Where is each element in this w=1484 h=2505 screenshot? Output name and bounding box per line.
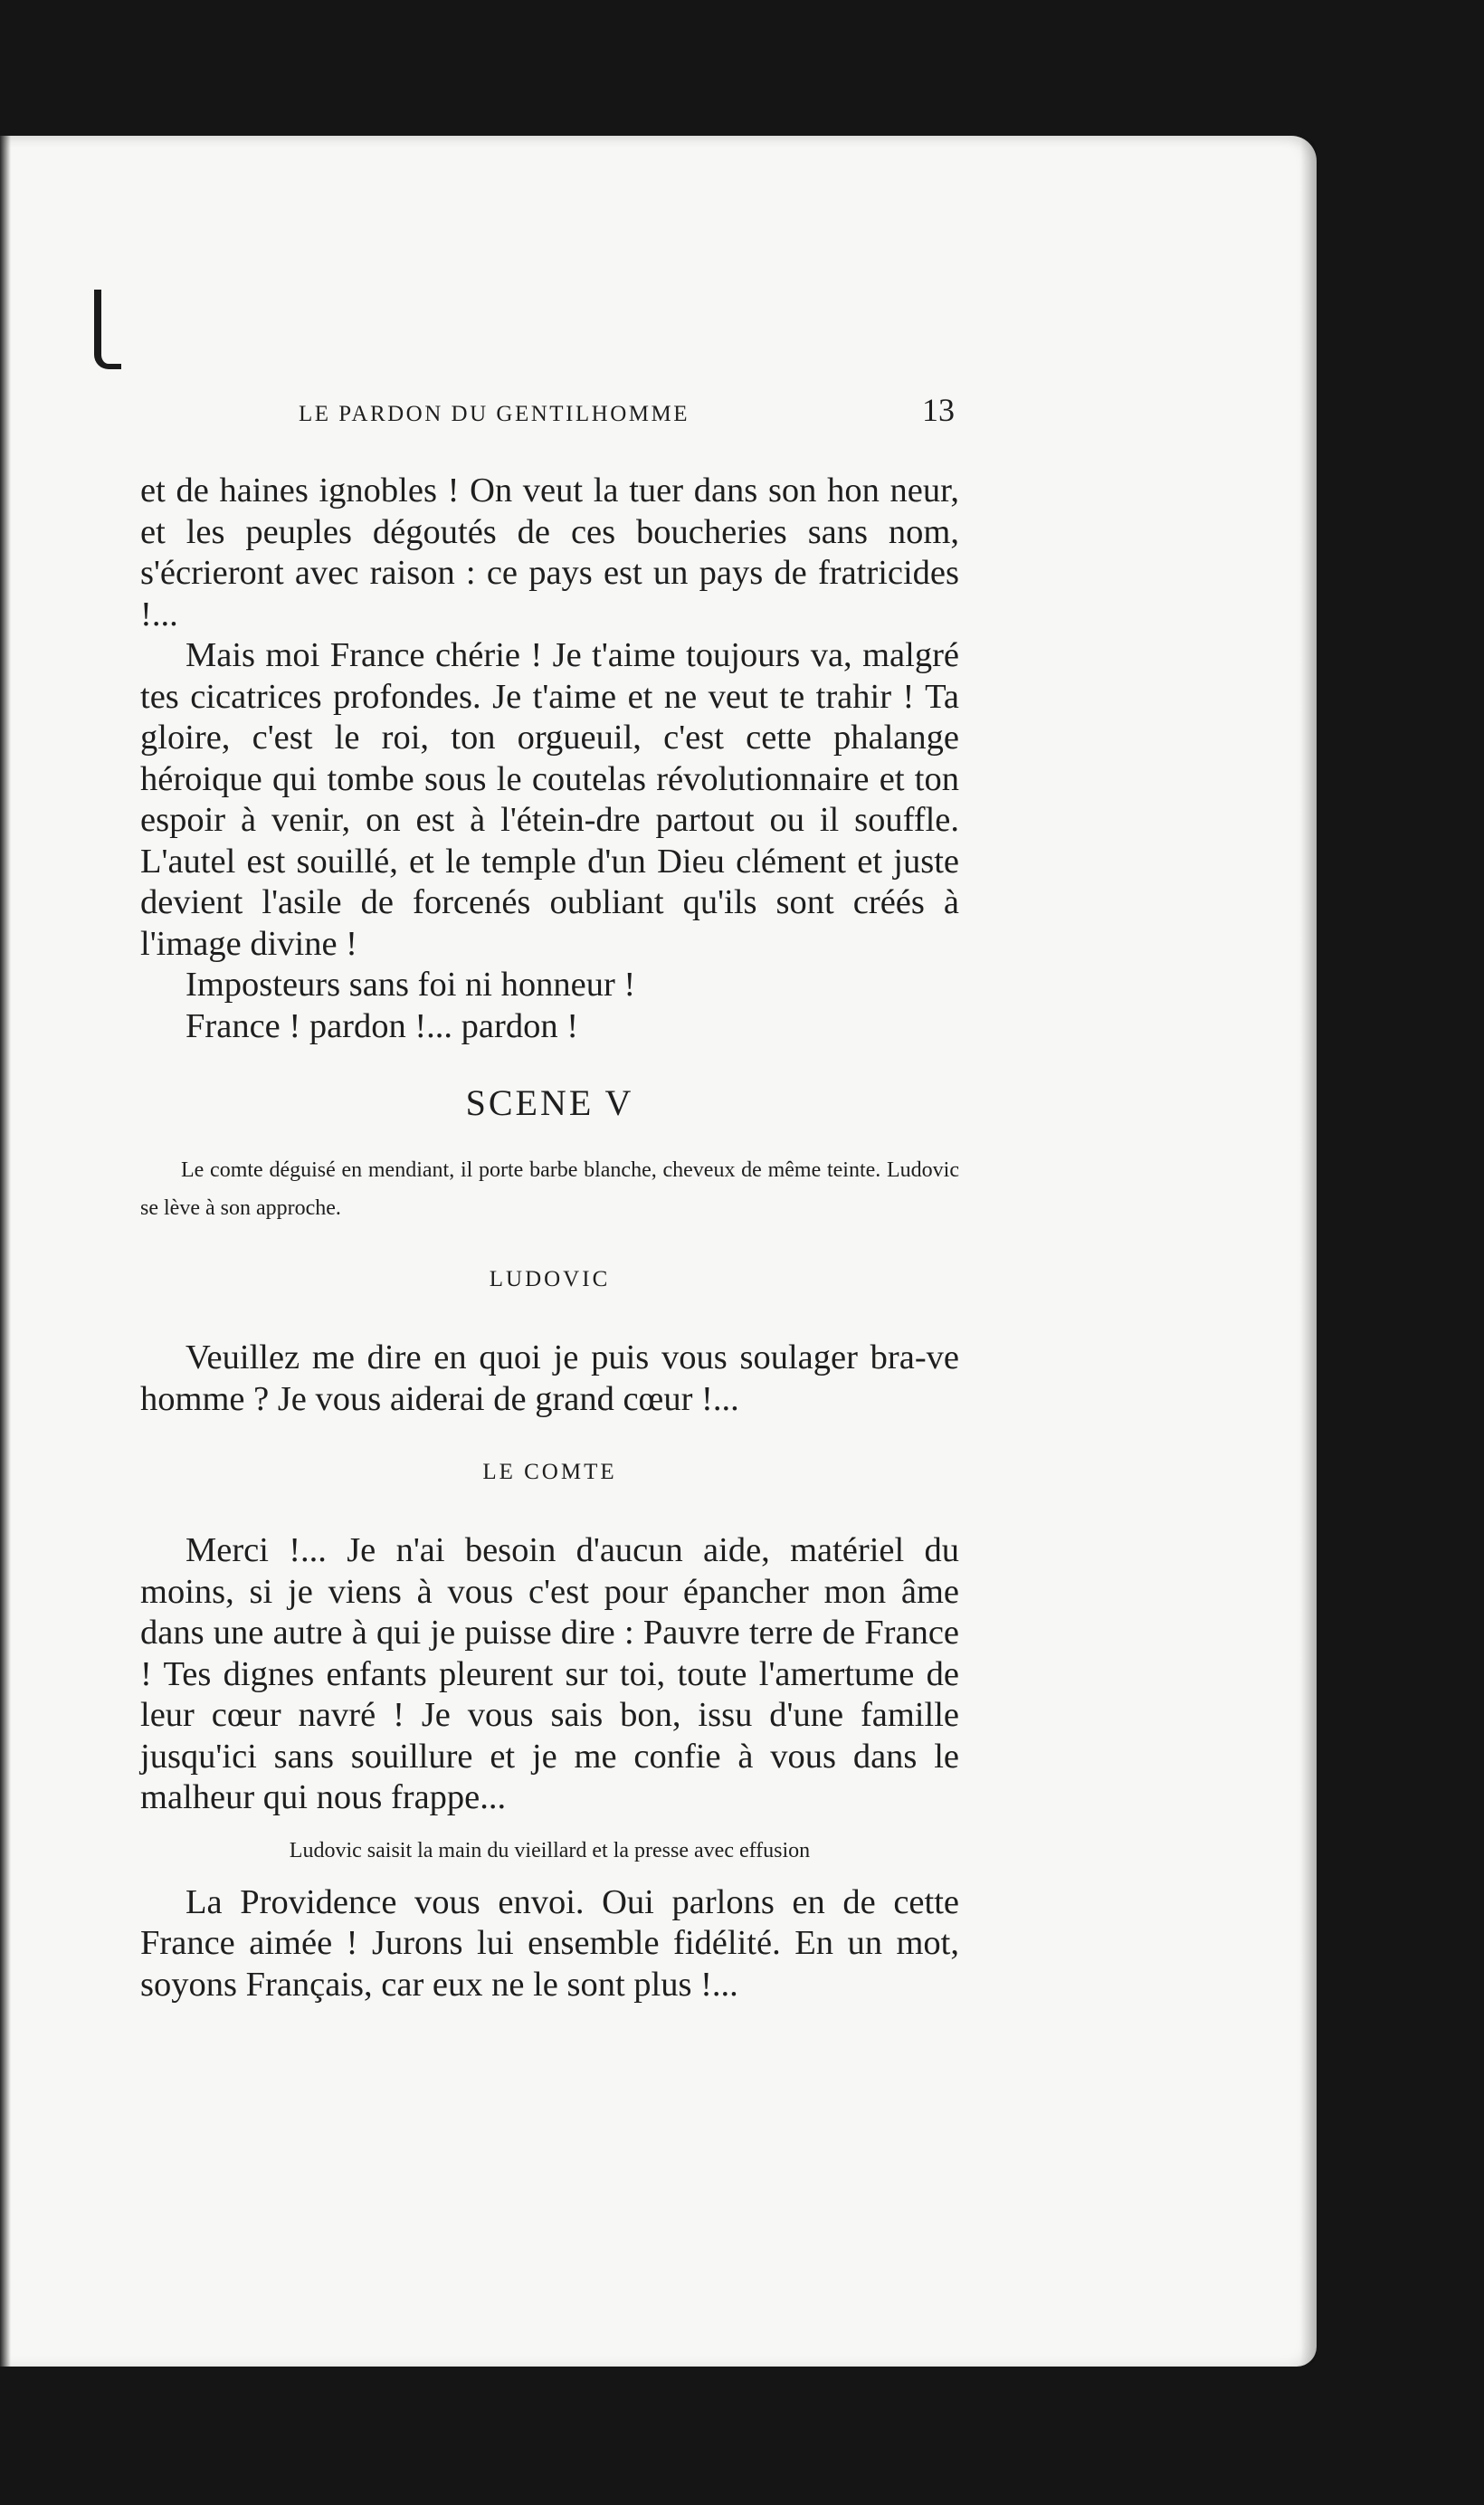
speaker-name: LUDOVIC bbox=[489, 1267, 611, 1291]
page-number: 13 bbox=[922, 392, 955, 428]
speaker-name: LE COMTE bbox=[482, 1460, 617, 1484]
paragraph: et de haines ignobles ! On veut la tuer dans son hon neur, et les peuples dégoutés de ces boucheries sans nom, s'écrieront avec raison : ce pays est un pays de fratricides !... bbox=[140, 471, 959, 633]
scene-title: SCENE V bbox=[465, 1082, 634, 1123]
page-header bbox=[299, 391, 955, 429]
paragraph: Mais moi France chérie ! Je t'aime toujours va, malgré tes cicatrices profondes. Je t'aime et ne veut te trahir ! Ta gloire, c'est le roi, ton orgueuil, c'est cette phalange héroique qui tombe sous le coutelas révolutionnaire et ton espoir à venir, on est à l'étein-dre partout ou il souffle. L'autel est souillé, et le temple d'un Dieu clément et juste devient l'asile de forcenés oubliant qu'ils sont créés à l'image divine ! bbox=[140, 636, 959, 963]
stage-direction: Le comte déguisé en mendiant, il porte barbe blanche, cheveux de même teinte. Ludovic se lève à son approche. bbox=[140, 1158, 959, 1220]
book-page bbox=[0, 136, 1317, 2367]
paragraph: Imposteurs sans foi ni honneur ! bbox=[186, 966, 636, 1004]
binding-mark bbox=[94, 290, 121, 369]
speech: Merci !... Je n'ai besoin d'aucun aide, matériel du moins, si je viens à vous c'est pour épancher mon âme dans une autre à qui je puisse dire : Pauvre terre de France ! Tes dignes enfants pleurent sur toi, toute l'amertume de leur cœur navré ! Je vous sais bon, issu d'une famille jusqu'ici sans souillure et je me confie à vous dans le malheur qui nous frappe... bbox=[140, 1531, 959, 1816]
running-title: LE PARDON DU GENTILHOMME bbox=[299, 402, 690, 426]
stage-direction: Ludovic saisit la main du vieillard et la presse avec effusion bbox=[289, 1838, 811, 1862]
paragraph: France ! pardon !... pardon ! bbox=[186, 1006, 579, 1045]
speech: La Providence vous envoi. Oui parlons en de cette France aimée ! Jurons lui ensemble fidélité. En un mot, soyons Français, car eux ne le sont plus !... bbox=[140, 1882, 959, 2004]
page-body bbox=[140, 471, 959, 2011]
page-edge-shadow bbox=[1300, 136, 1317, 2367]
speech: Veuillez me dire en quoi je puis vous soulager bra-ve homme ? Je vous aiderai de grand cœur !... bbox=[140, 1338, 959, 1418]
